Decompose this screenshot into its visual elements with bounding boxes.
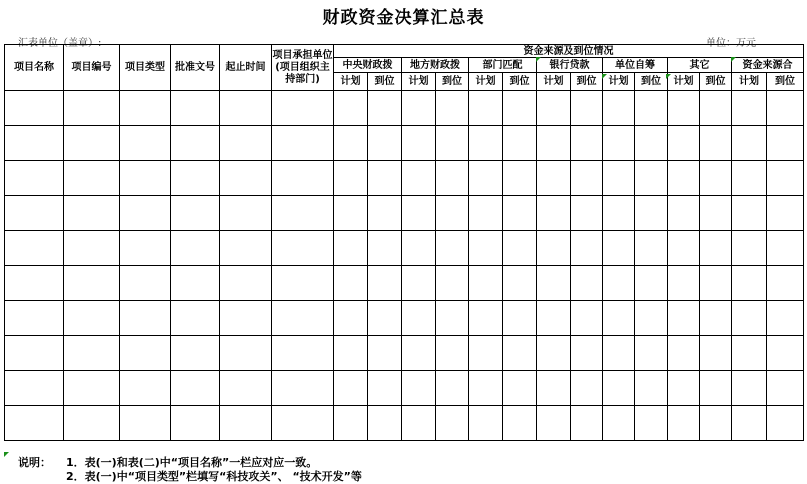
table-cell[interactable] bbox=[436, 406, 469, 441]
header-arrived: 到位 bbox=[767, 73, 804, 91]
header-undertaking-unit: 项目承担单位(项目组织主持部门) bbox=[272, 45, 334, 91]
table-cell[interactable] bbox=[436, 126, 469, 161]
comment-marker-icon bbox=[602, 74, 607, 79]
table-cell[interactable] bbox=[503, 126, 537, 161]
table-cell[interactable] bbox=[537, 91, 571, 126]
table-cell[interactable] bbox=[334, 91, 368, 126]
comment-marker-icon bbox=[4, 452, 9, 457]
table-cell[interactable] bbox=[120, 91, 171, 126]
table-cell[interactable] bbox=[668, 371, 700, 406]
table-cell[interactable] bbox=[767, 231, 804, 266]
table-cell[interactable] bbox=[469, 161, 503, 196]
reporting-unit-label: 汇表单位（盖章）: bbox=[18, 38, 102, 49]
table-cell[interactable] bbox=[220, 126, 272, 161]
header-plan: 计划 bbox=[402, 73, 436, 91]
header-fund-source-group: 资金来源及到位情况 bbox=[334, 45, 804, 58]
table-cell[interactable] bbox=[700, 266, 732, 301]
table-cell[interactable] bbox=[603, 336, 635, 371]
table-cell[interactable] bbox=[5, 406, 64, 441]
table-cell[interactable] bbox=[635, 196, 668, 231]
table-cell[interactable] bbox=[503, 161, 537, 196]
table-cell[interactable] bbox=[171, 91, 220, 126]
header-arrived: 到位 bbox=[700, 73, 732, 91]
table-row bbox=[5, 196, 804, 231]
table-cell[interactable] bbox=[436, 266, 469, 301]
table-cell[interactable] bbox=[503, 231, 537, 266]
table-cell[interactable] bbox=[5, 266, 64, 301]
table-cell[interactable] bbox=[64, 91, 120, 126]
table-cell[interactable] bbox=[220, 91, 272, 126]
header-source-self-raised: 单位自筹 bbox=[603, 58, 668, 73]
table-cell[interactable] bbox=[668, 406, 700, 441]
table-cell[interactable] bbox=[272, 301, 334, 336]
table-cell[interactable] bbox=[603, 126, 635, 161]
table-cell[interactable] bbox=[64, 336, 120, 371]
table-cell[interactable] bbox=[220, 266, 272, 301]
table-cell[interactable] bbox=[220, 161, 272, 196]
table-cell[interactable] bbox=[368, 231, 402, 266]
table-cell[interactable] bbox=[635, 161, 668, 196]
table-cell[interactable] bbox=[571, 336, 603, 371]
table-cell[interactable] bbox=[469, 336, 503, 371]
header-arrived: 到位 bbox=[635, 73, 668, 91]
table-cell[interactable] bbox=[5, 336, 64, 371]
table-cell[interactable] bbox=[767, 336, 804, 371]
header-approval-number: 批准文号 bbox=[171, 45, 220, 91]
table-cell[interactable] bbox=[272, 231, 334, 266]
table-cell[interactable] bbox=[402, 301, 436, 336]
table-cell[interactable] bbox=[571, 406, 603, 441]
table-cell[interactable] bbox=[767, 161, 804, 196]
header-project-number: 项目编号 bbox=[64, 45, 120, 91]
table-cell[interactable] bbox=[469, 196, 503, 231]
table-cell[interactable] bbox=[537, 126, 571, 161]
table-cell[interactable] bbox=[668, 196, 700, 231]
table-cell[interactable] bbox=[732, 266, 767, 301]
table-cell[interactable] bbox=[368, 266, 402, 301]
table-cell[interactable] bbox=[334, 406, 368, 441]
header-source-total: 资金来源合 bbox=[732, 58, 804, 73]
table-cell[interactable] bbox=[603, 406, 635, 441]
table-cell[interactable] bbox=[732, 161, 767, 196]
table-cell[interactable] bbox=[571, 301, 603, 336]
table-cell[interactable] bbox=[469, 231, 503, 266]
table-cell[interactable] bbox=[571, 126, 603, 161]
header-plan: 计划 bbox=[603, 73, 635, 91]
table-cell[interactable] bbox=[64, 126, 120, 161]
table-cell[interactable] bbox=[668, 126, 700, 161]
table-cell[interactable] bbox=[5, 161, 64, 196]
table-cell[interactable] bbox=[537, 301, 571, 336]
table-cell[interactable] bbox=[436, 161, 469, 196]
table-cell[interactable] bbox=[171, 336, 220, 371]
table-cell[interactable] bbox=[767, 126, 804, 161]
table-row bbox=[5, 371, 804, 406]
table-cell[interactable] bbox=[368, 126, 402, 161]
table-cell[interactable] bbox=[537, 196, 571, 231]
table-cell[interactable] bbox=[220, 231, 272, 266]
table-cell[interactable] bbox=[272, 266, 334, 301]
table-row bbox=[5, 266, 804, 301]
table-cell[interactable] bbox=[436, 231, 469, 266]
header-plan: 计划 bbox=[537, 73, 571, 91]
summary-table bbox=[4, 44, 804, 441]
table-cell[interactable] bbox=[120, 371, 171, 406]
header-time-range: 起止时间 bbox=[220, 45, 272, 91]
table-cell[interactable] bbox=[603, 371, 635, 406]
table-row bbox=[5, 161, 804, 196]
header-arrived: 到位 bbox=[571, 73, 603, 91]
table-cell[interactable] bbox=[732, 196, 767, 231]
header-plan: 计划 bbox=[469, 73, 503, 91]
table-cell[interactable] bbox=[368, 161, 402, 196]
table-cell[interactable] bbox=[732, 126, 767, 161]
table-cell[interactable] bbox=[334, 161, 368, 196]
table-cell[interactable] bbox=[171, 161, 220, 196]
table-cell[interactable] bbox=[171, 406, 220, 441]
table-cell[interactable] bbox=[334, 231, 368, 266]
table-cell[interactable] bbox=[171, 126, 220, 161]
header-project-name: 项目名称 bbox=[5, 45, 64, 91]
table-cell[interactable] bbox=[272, 161, 334, 196]
table-cell[interactable] bbox=[700, 231, 732, 266]
table-cell[interactable] bbox=[571, 231, 603, 266]
table-cell[interactable] bbox=[64, 406, 120, 441]
table-cell[interactable] bbox=[334, 301, 368, 336]
header-plan: 计划 bbox=[668, 73, 700, 91]
table-cell[interactable] bbox=[120, 161, 171, 196]
table-cell[interactable] bbox=[368, 301, 402, 336]
table-cell[interactable] bbox=[469, 126, 503, 161]
table-cell[interactable] bbox=[171, 196, 220, 231]
page-title: 财政资金决算汇总表 bbox=[322, 8, 485, 28]
table-cell[interactable] bbox=[635, 406, 668, 441]
table-cell[interactable] bbox=[635, 126, 668, 161]
table-cell[interactable] bbox=[537, 231, 571, 266]
table-cell[interactable] bbox=[603, 301, 635, 336]
table-cell[interactable] bbox=[64, 301, 120, 336]
header-arrived: 到位 bbox=[503, 73, 537, 91]
table-cell[interactable] bbox=[635, 336, 668, 371]
table-cell[interactable] bbox=[334, 196, 368, 231]
table-cell[interactable] bbox=[469, 371, 503, 406]
table-cell[interactable] bbox=[5, 126, 64, 161]
table-cell[interactable] bbox=[171, 371, 220, 406]
table-cell[interactable] bbox=[220, 196, 272, 231]
table-cell[interactable] bbox=[5, 371, 64, 406]
table-cell[interactable] bbox=[334, 126, 368, 161]
header-plan: 计划 bbox=[732, 73, 767, 91]
table-cell[interactable] bbox=[220, 371, 272, 406]
table-cell[interactable] bbox=[368, 406, 402, 441]
table-cell[interactable] bbox=[668, 231, 700, 266]
table-cell[interactable] bbox=[537, 266, 571, 301]
table-cell[interactable] bbox=[503, 196, 537, 231]
table-cell[interactable] bbox=[469, 406, 503, 441]
table-cell[interactable] bbox=[668, 161, 700, 196]
table-row bbox=[5, 336, 804, 371]
table-cell[interactable] bbox=[603, 266, 635, 301]
table-cell[interactable] bbox=[700, 196, 732, 231]
table-cell[interactable] bbox=[635, 301, 668, 336]
table-cell[interactable] bbox=[436, 336, 469, 371]
table-cell[interactable] bbox=[700, 126, 732, 161]
table-cell[interactable] bbox=[368, 196, 402, 231]
table-cell[interactable] bbox=[603, 161, 635, 196]
table-cell[interactable] bbox=[368, 336, 402, 371]
table-cell[interactable] bbox=[402, 161, 436, 196]
table-cell[interactable] bbox=[64, 161, 120, 196]
table-row bbox=[5, 406, 804, 441]
table-cell[interactable] bbox=[368, 91, 402, 126]
table-cell[interactable] bbox=[436, 91, 469, 126]
table-cell[interactable] bbox=[635, 91, 668, 126]
table-cell[interactable] bbox=[767, 266, 804, 301]
table-cell[interactable] bbox=[700, 91, 732, 126]
table-cell[interactable] bbox=[503, 266, 537, 301]
table-cell[interactable] bbox=[767, 301, 804, 336]
table-cell[interactable] bbox=[767, 91, 804, 126]
table-cell[interactable] bbox=[503, 91, 537, 126]
table-cell[interactable] bbox=[503, 301, 537, 336]
table-cell[interactable] bbox=[732, 301, 767, 336]
table-cell[interactable] bbox=[5, 231, 64, 266]
table-cell[interactable] bbox=[700, 301, 732, 336]
table-cell[interactable] bbox=[334, 336, 368, 371]
table-cell[interactable] bbox=[700, 336, 732, 371]
comment-marker-icon bbox=[666, 74, 671, 79]
table-cell[interactable] bbox=[220, 301, 272, 336]
table-cell[interactable] bbox=[402, 266, 436, 301]
table-cell[interactable] bbox=[603, 91, 635, 126]
header-source-other: 其它 bbox=[668, 58, 732, 73]
table-cell[interactable] bbox=[272, 336, 334, 371]
table-cell[interactable] bbox=[5, 196, 64, 231]
table-cell[interactable] bbox=[668, 266, 700, 301]
table-cell[interactable] bbox=[272, 406, 334, 441]
table-cell[interactable] bbox=[537, 406, 571, 441]
table-cell[interactable] bbox=[537, 336, 571, 371]
table-row bbox=[5, 126, 804, 161]
table-cell[interactable] bbox=[402, 371, 436, 406]
table-cell[interactable] bbox=[5, 91, 64, 126]
table-cell[interactable] bbox=[767, 371, 804, 406]
table-row bbox=[5, 301, 804, 336]
header-project-type: 项目类型 bbox=[120, 45, 171, 91]
table-cell[interactable] bbox=[220, 406, 272, 441]
table-cell[interactable] bbox=[120, 126, 171, 161]
table-cell[interactable] bbox=[700, 161, 732, 196]
header-arrived: 到位 bbox=[436, 73, 469, 91]
table-cell[interactable] bbox=[635, 266, 668, 301]
table-cell[interactable] bbox=[436, 196, 469, 231]
table-cell[interactable] bbox=[603, 231, 635, 266]
table-cell[interactable] bbox=[334, 266, 368, 301]
table-cell[interactable] bbox=[64, 231, 120, 266]
table-cell[interactable] bbox=[64, 196, 120, 231]
table-cell[interactable] bbox=[171, 301, 220, 336]
table-cell[interactable] bbox=[120, 406, 171, 441]
table-cell[interactable] bbox=[120, 196, 171, 231]
table-cell[interactable] bbox=[732, 231, 767, 266]
table-cell[interactable] bbox=[334, 371, 368, 406]
comment-marker-icon bbox=[731, 57, 736, 62]
table-cell[interactable] bbox=[171, 266, 220, 301]
table-cell[interactable] bbox=[571, 266, 603, 301]
table-cell[interactable] bbox=[120, 266, 171, 301]
table-cell[interactable] bbox=[700, 406, 732, 441]
table-cell[interactable] bbox=[571, 161, 603, 196]
table-row bbox=[5, 91, 804, 126]
table-cell[interactable] bbox=[272, 91, 334, 126]
table-cell[interactable] bbox=[220, 336, 272, 371]
table-cell[interactable] bbox=[700, 371, 732, 406]
header-source-local: 地方财政拨 bbox=[402, 58, 469, 73]
table-cell[interactable] bbox=[64, 371, 120, 406]
table-cell[interactable] bbox=[120, 336, 171, 371]
table-cell[interactable] bbox=[571, 371, 603, 406]
table-cell[interactable] bbox=[368, 371, 402, 406]
table-cell[interactable] bbox=[272, 371, 334, 406]
currency-unit-label: 单位：万元 bbox=[706, 38, 756, 49]
table-cell[interactable] bbox=[272, 196, 334, 231]
table-cell[interactable] bbox=[171, 231, 220, 266]
table-cell[interactable] bbox=[402, 196, 436, 231]
table-cell[interactable] bbox=[571, 91, 603, 126]
table-cell[interactable] bbox=[120, 231, 171, 266]
note-line-1: 1．表(一)和表(二)中“项目名称”一栏应对应一致。 bbox=[66, 456, 318, 469]
table-cell[interactable] bbox=[272, 126, 334, 161]
table-cell[interactable] bbox=[436, 371, 469, 406]
table-cell[interactable] bbox=[635, 231, 668, 266]
table-cell[interactable] bbox=[402, 231, 436, 266]
table-cell[interactable] bbox=[402, 336, 436, 371]
header-source-department: 部门匹配 bbox=[469, 58, 537, 73]
table-cell[interactable] bbox=[668, 91, 700, 126]
table-cell[interactable] bbox=[402, 126, 436, 161]
table-cell[interactable] bbox=[469, 91, 503, 126]
header-arrived: 到位 bbox=[368, 73, 402, 91]
table-cell[interactable] bbox=[64, 266, 120, 301]
table-cell[interactable] bbox=[635, 371, 668, 406]
table-cell[interactable] bbox=[402, 406, 436, 441]
table-cell[interactable] bbox=[436, 301, 469, 336]
notes-label: 说明： bbox=[18, 456, 51, 469]
note-line-2: 2．表(一)中“项目类型”栏填写“科技攻关”、 “技术开发”等 bbox=[66, 470, 362, 483]
table-cell[interactable] bbox=[767, 196, 804, 231]
table-cell[interactable] bbox=[732, 336, 767, 371]
header-source-bank-loan: 银行贷款 bbox=[537, 58, 603, 73]
table-cell[interactable] bbox=[668, 301, 700, 336]
table-cell[interactable] bbox=[732, 371, 767, 406]
table-cell[interactable] bbox=[571, 196, 603, 231]
table-cell[interactable] bbox=[668, 336, 700, 371]
header-plan: 计划 bbox=[334, 73, 368, 91]
table-cell[interactable] bbox=[732, 406, 767, 441]
table-cell[interactable] bbox=[503, 336, 537, 371]
table-cell[interactable] bbox=[503, 406, 537, 441]
comment-marker-icon bbox=[536, 57, 541, 62]
table-cell[interactable] bbox=[537, 161, 571, 196]
table-row bbox=[5, 231, 804, 266]
table-cell[interactable] bbox=[402, 91, 436, 126]
table-cell[interactable] bbox=[469, 301, 503, 336]
table-cell[interactable] bbox=[767, 406, 804, 441]
table-cell[interactable] bbox=[732, 91, 767, 126]
header-source-central: 中央财政拨 bbox=[334, 58, 402, 73]
table-cell[interactable] bbox=[537, 371, 571, 406]
table-cell[interactable] bbox=[503, 371, 537, 406]
table-cell[interactable] bbox=[469, 266, 503, 301]
table-cell[interactable] bbox=[120, 301, 171, 336]
table-cell[interactable] bbox=[5, 301, 64, 336]
table-cell[interactable] bbox=[603, 196, 635, 231]
